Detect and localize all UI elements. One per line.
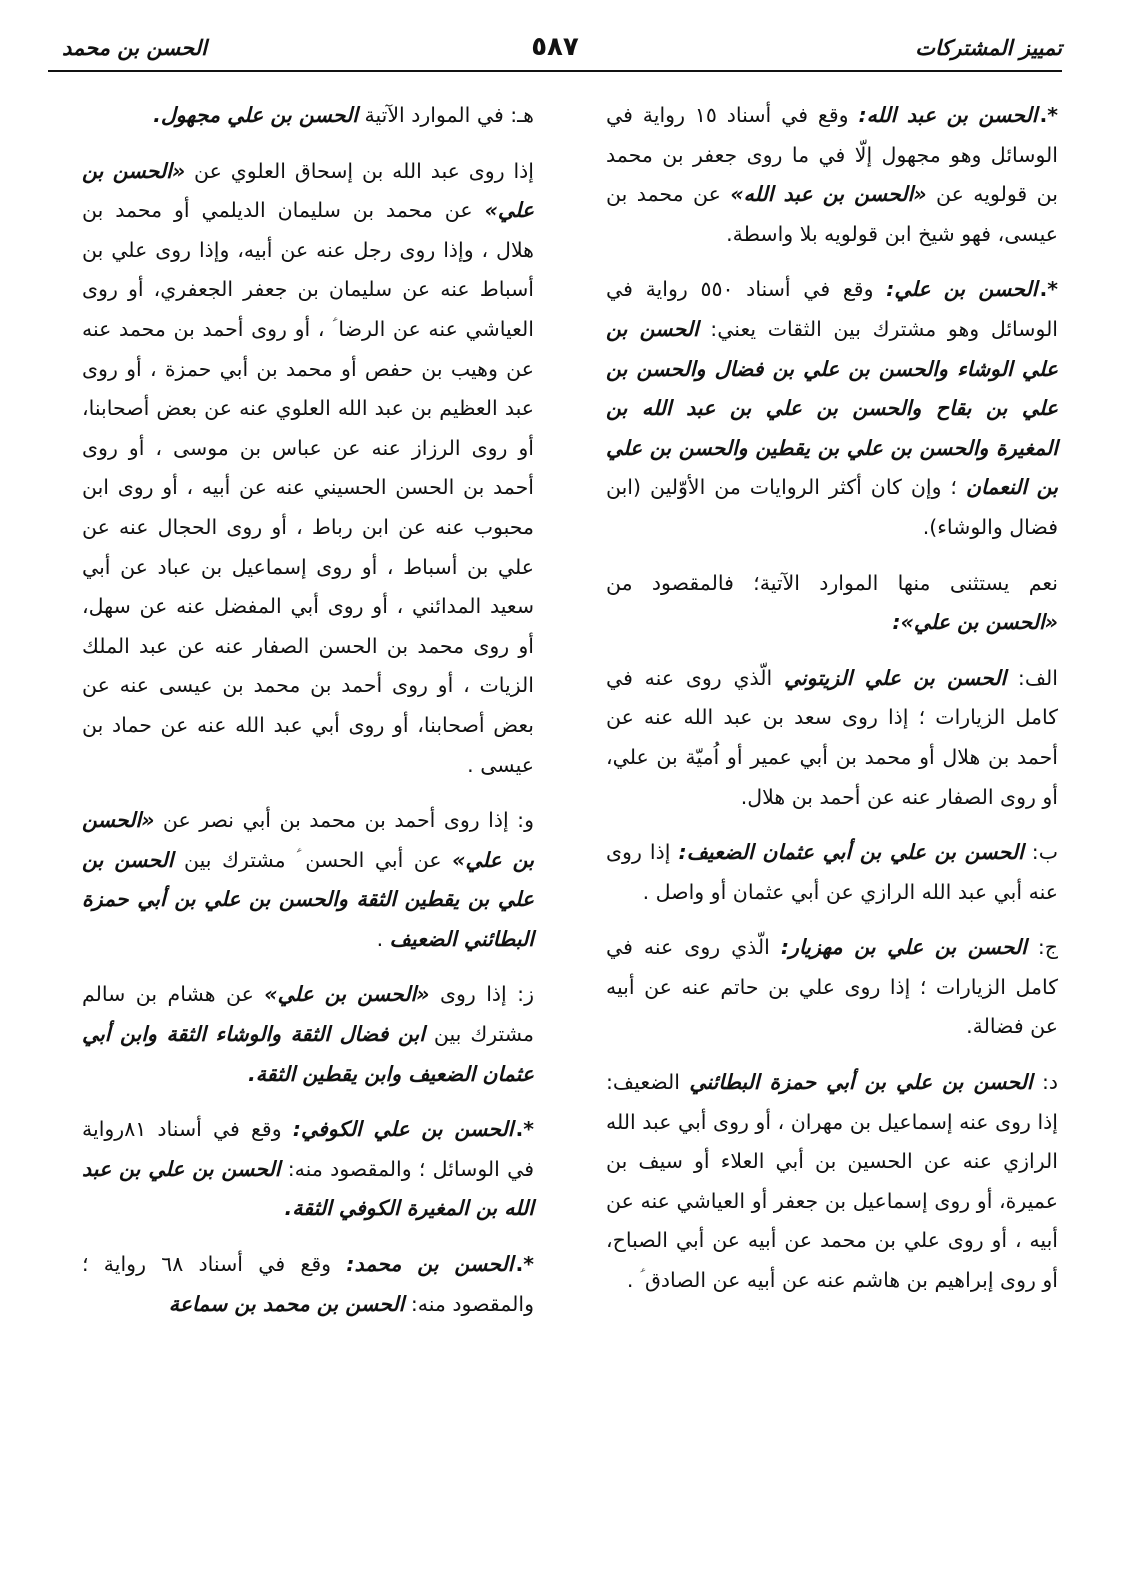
paragraph [606,659,1058,817]
emphasized-text: الحسن بن علي بن عبد الله بن المغيرة الكوفي الثقة. [82,1156,534,1221]
paragraph [82,152,534,786]
paragraph [606,270,1058,547]
emphasized-text: الحسن بن عبد الله: [858,103,1038,127]
entry-bullet: *. [515,1252,534,1277]
body-text: عن محمد بن سليمان الديلمي أو محمد بن هلال ، وإذا روى رجل عنه عن أبيه، وإذا روى علي بن أسباط عنه عن سليمان بن جعفر الجعفري، أو روى العياشي عنه عن الرضا ؑ ، أو روى أحمد بن محمد عنه عن وهيب بن حفص أو محمد بن أبي حمزة ، أو روى عبد العظيم بن عبد الله العلوي عنه عن بعض أصحابنا، أو روى الرزاز عنه عن عباس بن موسى ، أو روى أحمد بن الحسن الحسيني عنه عن أبيه ، أو روى ابن محبوب عنه عن ابن رباط ، أو روى الحجال عنه عن علي بن أسباط ، أو روى إسماعيل بن عباد عن أبي سعيد المدائني ، أو روى أبي المفضل عنه عن سهل، أو روى محمد بن الحسن الصفار عنه عن عبد الملك الزيات ، أو روى أحمد بن محمد بن عيسى عنه عن بعض أصحابنا، أو روى أبي عبد الله عنه عن حماد بن عيسى . [82,198,534,777]
body-text: وقع في أسناد ٥٥٠ رواية في الوسائل وهو مشترك بين الثقات يعني: [606,277,1059,341]
paragraph [606,564,1058,643]
chapter-title: تمييز المشتركات [915,36,1062,60]
paragraph [606,833,1058,912]
emphasized-text: الحسن بن محمد: [346,1252,514,1277]
section-title: الحسن بن محمد [62,36,207,60]
emphasized-text: الحسن بن علي: [886,277,1038,302]
body-text: ز: إذا روى [429,982,534,1007]
emphasized-text: الحسن بن علي الزيتوني [783,665,1007,690]
body-text: الضعيف: إذا روى عنه إسماعيل بن مهران ، أو روى أبي عبد الله الرازي عنه عن الحسين بن أبي العلاء أو سيف بن عميرة، أو روى إسماعيل بن جعفر أو العياشي عنه عن أبيه ، أو روى علي بن محمد عن أبيه عن أبي الصباح، أو روى إبراهيم بن هاشم عنه عن أبيه عن الصادق ؑ . [606,1070,1058,1293]
paragraph [82,96,534,136]
emphasized-text: الحسن بن محمد بن سماعة [168,1291,405,1316]
body-text: وقع في أسناد ٨١رواية في الوسائل ؛ والمقصود منه: [82,1117,535,1181]
entry-bullet: *. [1039,277,1058,302]
body-text: ؛ وإن كان أكثر الروايات من الأوّلين (ابن فضال والوشاء). [606,475,1058,539]
emphasized-text: الحسن بن علي الوشاء والحسن بن علي بن فضال والحسن بن علي بن بقاح والحسن بن علي بن عبد الله بن المغيرة والحسن بن علي بن يقطين والحسن بن علي بن النعمان [606,316,1058,500]
entry-bullet: *. [515,1117,534,1142]
body-text: عن هشام بن سالم مشترك بين [82,982,534,1047]
emphasized-text: الحسن بن علي بن أبي عثمان الضعيف: [678,840,1024,865]
emphasized-text: الحسن بن علي بن مهزيار: [780,935,1027,960]
paragraph [606,96,1058,254]
paragraph [606,1063,1058,1301]
page-number: ٥٨٧ [531,32,579,62]
paragraph [82,975,534,1094]
body-text: نعم يستثنى منها الموارد الآتية؛ فالمقصود من [606,570,1058,595]
entry-bullet: *. [1039,103,1058,127]
body-text: هـ: في الموارد الآتية [357,103,534,127]
emphasized-text: «الحسن بن علي»: [892,610,1058,635]
body-text: و: إذا روى أحمد بن محمد بن أبي نصر عن [154,808,534,833]
paragraph [82,801,534,959]
paragraph [82,1245,534,1324]
body-text: وقع في أسناد ٦٨ رواية ؛ والمقصود منه: [82,1252,534,1316]
body-text: الف: [1006,665,1058,690]
emphasized-text: الحسن بن علي الكوفي: [292,1117,514,1142]
emphasized-text: الحسن بن علي بن أبي حمزة البطائني [689,1070,1033,1095]
running-header [48,32,1062,68]
emphasized-text: «الحسن بن عبد الله» [730,182,927,207]
body-text: إذا روى عنه أبي عبد الله الرازي عن أبي عثمان أو واصل . [606,840,1058,904]
left-column [82,96,534,1340]
body-text: . [376,926,390,951]
body-text: عن محمد بن عيسى، فهو شيخ ابن قولويه بلا واسطة. [606,182,1058,246]
body-text: وقع في أسناد ١٥ رواية في الوسائل وهو مجهول إلّا في ما روى جعفر بن محمد بن قولويه عن [606,103,1058,207]
right-column [606,96,1058,1317]
emphasized-text: «الحسن بن علي» [264,982,430,1007]
body-text: الّذي روى عنه في كامل الزيارات ؛ إذا روى سعد بن عبد الله عنه عن أحمد بن هلال أو محمد بن أبي عمير أو اُميّة بن علي، أو روى الصفار عنه عن أحمد بن هلال. [606,665,1058,809]
body-text: الّذي روى عنه في كامل الزيارات ؛ إذا روى علي بن حاتم عنه عن أبيه عن فضالة. [606,935,1058,1039]
emphasized-text: ابن فضال الثقة والوشاء الثقة وابن أبي عثمان الضعيف وابن يقطين الثقة. [82,1022,534,1086]
body-text: د: [1032,1070,1058,1095]
paragraph [606,928,1058,1047]
emphasized-text: «الحسن بن علي» [82,808,534,872]
body-text: ب: [1023,840,1058,865]
header-rule [48,70,1062,72]
body-text: إذا روى عبد الله بن إسحاق العلوي عن [185,158,534,183]
paragraph [82,1110,534,1229]
emphasized-text: الحسن بن علي مجهول. [153,103,358,127]
body-text: عن أبي الحسن ؑ مشترك بين [173,847,453,872]
body-text: ج: [1026,935,1059,960]
emphasized-text: «الحسن بن علي» [82,158,534,223]
emphasized-text: الحسن بن علي بن يقطين الثقة والحسن بن علي بن أبي حمزة البطائني الضعيف [82,847,534,951]
